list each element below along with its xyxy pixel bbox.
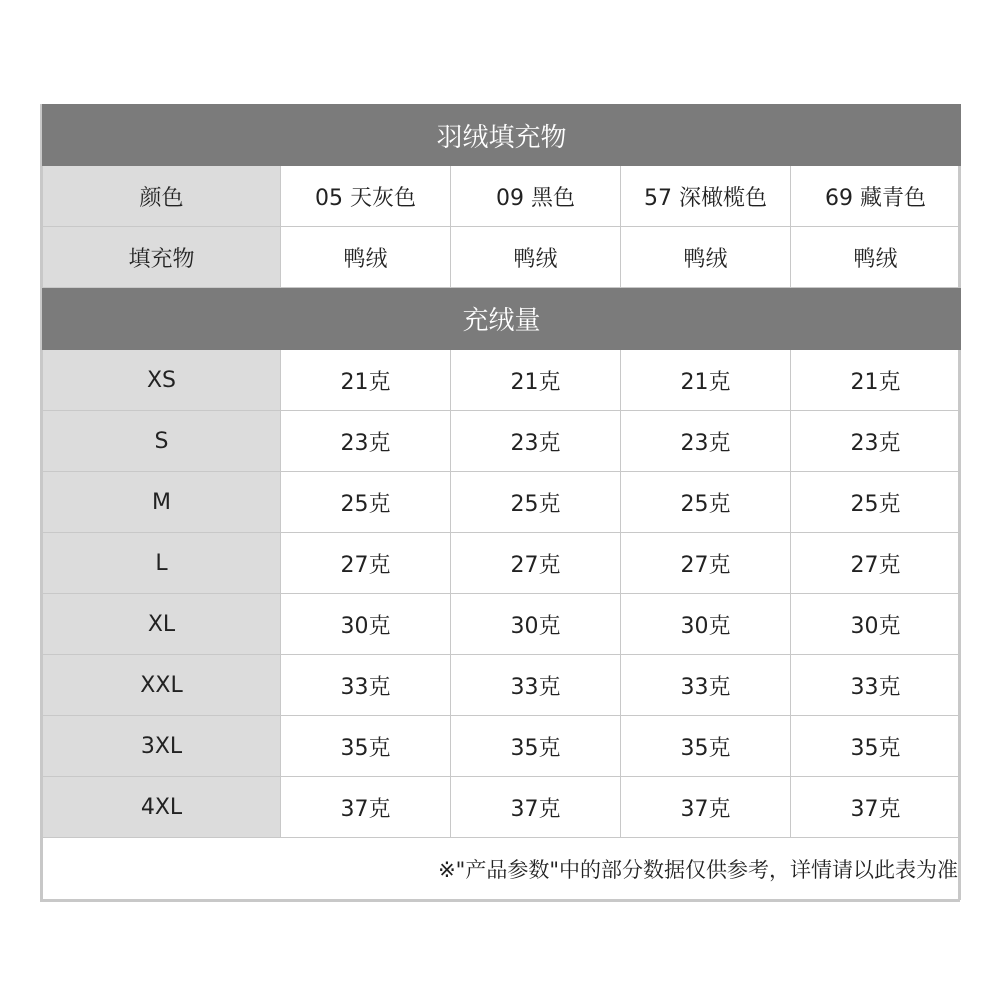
fill-row <box>43 227 961 288</box>
amount-value: 37克 <box>791 777 961 838</box>
color-value: 57 深橄榄色 <box>621 166 791 227</box>
amount-value: 25克 <box>621 472 791 533</box>
amount-value: 33克 <box>621 655 791 716</box>
fill-value: 鸭绒 <box>791 227 961 288</box>
amount-value: 35克 <box>791 716 961 777</box>
section-header-fill <box>43 105 961 166</box>
color-value: 09 黑色 <box>451 166 621 227</box>
size-label: XL <box>43 594 281 655</box>
size-row <box>43 533 961 594</box>
fill-section-title: 羽绒填充物 <box>43 105 961 166</box>
amount-value: 27克 <box>621 533 791 594</box>
spec-table <box>42 104 961 900</box>
amount-section-title: 充绒量 <box>43 288 961 350</box>
color-value: 69 藏青色 <box>791 166 961 227</box>
amount-value: 35克 <box>621 716 791 777</box>
amount-value: 21克 <box>621 350 791 411</box>
down-fill-table <box>40 104 960 902</box>
amount-value: 30克 <box>451 594 621 655</box>
disclaimer-note: ※"产品参数"中的部分数据仅供参考，详情请以此表为准 <box>43 838 961 900</box>
size-label: L <box>43 533 281 594</box>
size-label: 3XL <box>43 716 281 777</box>
size-row <box>43 472 961 533</box>
amount-value: 33克 <box>791 655 961 716</box>
color-row <box>43 166 961 227</box>
amount-value: 25克 <box>451 472 621 533</box>
color-value: 05 天灰色 <box>281 166 451 227</box>
amount-value: 21克 <box>281 350 451 411</box>
amount-value: 30克 <box>791 594 961 655</box>
size-row <box>43 350 961 411</box>
amount-value: 25克 <box>281 472 451 533</box>
amount-value: 21克 <box>451 350 621 411</box>
size-row <box>43 777 961 838</box>
amount-value: 33克 <box>451 655 621 716</box>
amount-value: 37克 <box>621 777 791 838</box>
size-label: XXL <box>43 655 281 716</box>
size-row <box>43 594 961 655</box>
amount-value: 23克 <box>791 411 961 472</box>
note-row <box>43 838 961 900</box>
amount-value: 23克 <box>621 411 791 472</box>
amount-value: 21克 <box>791 350 961 411</box>
amount-value: 35克 <box>451 716 621 777</box>
amount-value: 27克 <box>791 533 961 594</box>
color-label: 颜色 <box>43 166 281 227</box>
size-label: 4XL <box>43 777 281 838</box>
fill-label: 填充物 <box>43 227 281 288</box>
amount-value: 23克 <box>451 411 621 472</box>
size-label: XS <box>43 350 281 411</box>
amount-value: 23克 <box>281 411 451 472</box>
amount-value: 37克 <box>451 777 621 838</box>
size-row <box>43 411 961 472</box>
fill-value: 鸭绒 <box>281 227 451 288</box>
amount-value: 27克 <box>451 533 621 594</box>
amount-value: 33克 <box>281 655 451 716</box>
amount-value: 30克 <box>281 594 451 655</box>
amount-value: 30克 <box>621 594 791 655</box>
fill-value: 鸭绒 <box>621 227 791 288</box>
fill-value: 鸭绒 <box>451 227 621 288</box>
amount-value: 25克 <box>791 472 961 533</box>
section-header-amount <box>43 288 961 350</box>
size-row <box>43 716 961 777</box>
amount-value: 27克 <box>281 533 451 594</box>
size-label: M <box>43 472 281 533</box>
size-row <box>43 655 961 716</box>
size-label: S <box>43 411 281 472</box>
amount-value: 37克 <box>281 777 451 838</box>
amount-value: 35克 <box>281 716 451 777</box>
